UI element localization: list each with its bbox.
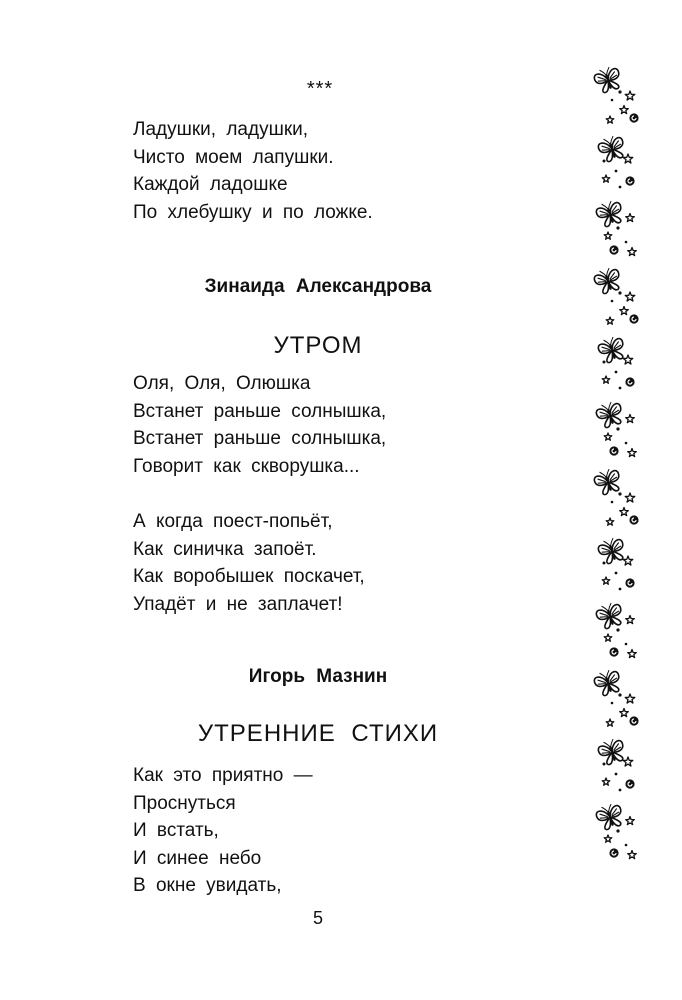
poem-line: И синее небо — [133, 847, 262, 869]
dot-icon — [618, 90, 621, 93]
spiral-icon — [625, 377, 634, 386]
poem-line: Как синичка запоёт. — [133, 538, 317, 560]
star-icon — [602, 175, 610, 182]
butterfly-icon — [594, 199, 625, 229]
section-asterisks: *** — [306, 78, 334, 100]
spiral-icon — [629, 113, 638, 122]
dot-icon — [611, 702, 614, 705]
dot-icon — [615, 170, 618, 173]
poem-line: А когда поест-попьёт, — [133, 511, 333, 532]
butterfly-icon — [594, 400, 625, 430]
star-icon — [623, 355, 633, 364]
star-icon — [625, 493, 635, 502]
spiral-icon — [625, 578, 634, 587]
poem-utrom-stanza-1 — [133, 370, 386, 480]
butterfly-icon — [596, 737, 627, 767]
butterfly-icon — [594, 601, 625, 631]
star-icon — [628, 851, 637, 859]
poem-line: Как воробышек поскачет, — [133, 566, 365, 587]
star-icon — [604, 433, 612, 440]
poem-utrennie-stikhi-stanza — [133, 762, 313, 900]
dot-icon — [618, 492, 621, 495]
butterfly-icon — [592, 266, 623, 296]
star-icon — [623, 757, 633, 766]
dot-icon — [619, 588, 622, 591]
spiral-icon — [609, 647, 618, 656]
spiral-icon — [629, 314, 638, 323]
star-icon — [623, 556, 633, 565]
star-icon — [628, 449, 637, 457]
poem-line: Говорит как скворушка... — [133, 455, 360, 477]
poem-title: УТРЕННИЕ СТИХИ — [197, 720, 439, 747]
decorative-ornament-border — [590, 62, 642, 902]
star-icon — [626, 214, 635, 222]
poem-line: По хлебушку и по ложке. — [133, 201, 373, 223]
butterfly-icon — [592, 668, 623, 698]
dot-icon — [625, 844, 628, 847]
dot-icon — [603, 361, 606, 364]
dot-icon — [618, 693, 621, 696]
star-icon — [604, 634, 612, 641]
star-icon — [628, 650, 637, 658]
star-icon — [606, 317, 614, 324]
spiral-icon — [625, 779, 634, 788]
poem-line: Каждой ладошке — [133, 174, 288, 195]
star-icon — [602, 577, 610, 584]
spiral-icon — [629, 716, 638, 725]
butterfly-icon — [592, 65, 623, 95]
dot-icon — [619, 387, 622, 390]
poem-line: И встать, — [133, 820, 219, 841]
star-icon — [606, 116, 614, 123]
poem-line: Чисто моем лапушки. — [133, 146, 334, 168]
spiral-icon — [609, 848, 618, 857]
star-icon — [626, 817, 635, 825]
dot-icon — [615, 371, 618, 374]
butterfly-icon — [594, 802, 625, 832]
dot-icon — [611, 300, 614, 303]
star-icon — [628, 248, 637, 256]
dot-icon — [603, 160, 606, 163]
star-icon — [626, 415, 635, 423]
dot-icon — [603, 763, 606, 766]
poem-utrom-stanza-2 — [133, 508, 365, 618]
dot-icon — [611, 501, 614, 504]
poem-line: Упадёт и не заплачет! — [133, 593, 343, 615]
star-icon — [620, 106, 629, 114]
author-name: Зинаида Александрова — [204, 276, 432, 297]
poem-title: УТРОМ — [273, 332, 363, 359]
dot-icon — [618, 291, 621, 294]
star-icon — [606, 719, 614, 726]
poem-ladushki-stanza — [133, 116, 373, 226]
star-icon — [620, 709, 629, 717]
dot-icon — [616, 628, 619, 631]
dot-icon — [625, 241, 628, 244]
dot-icon — [615, 773, 618, 776]
star-icon — [626, 616, 635, 624]
dot-icon — [616, 226, 619, 229]
butterfly-icon — [592, 467, 623, 497]
star-icon — [623, 154, 633, 163]
spiral-icon — [625, 176, 634, 185]
butterfly-icon — [596, 536, 627, 566]
star-icon — [606, 518, 614, 525]
star-icon — [620, 508, 629, 516]
butterfly-icon — [596, 335, 627, 365]
star-icon — [602, 376, 610, 383]
star-icon — [604, 232, 612, 239]
poem-line: Ладушки, ладушки, — [133, 119, 309, 140]
dot-icon — [615, 572, 618, 575]
poem-line: В окне увидать, — [133, 875, 282, 896]
poem-line: Как это приятно — — [133, 765, 313, 786]
author-name: Игорь Мазнин — [248, 666, 388, 687]
poem-line: Оля, Оля, Олюшка — [133, 373, 311, 394]
dot-icon — [603, 562, 606, 565]
dot-icon — [616, 829, 619, 832]
dot-icon — [619, 789, 622, 792]
spiral-icon — [629, 515, 638, 524]
dot-icon — [625, 643, 628, 646]
star-icon — [625, 91, 635, 100]
star-icon — [625, 694, 635, 703]
dot-icon — [611, 99, 614, 102]
poem-line: Проснуться — [133, 792, 236, 814]
spiral-icon — [609, 245, 618, 254]
butterfly-icon — [596, 134, 627, 164]
poem-line: Встанет раньше солнышка, — [133, 428, 387, 449]
star-icon — [620, 307, 629, 315]
star-icon — [625, 292, 635, 301]
poem-line: Встанет раньше солнышка, — [133, 400, 387, 422]
spiral-icon — [609, 446, 618, 455]
dot-icon — [619, 186, 622, 189]
star-icon — [604, 835, 612, 842]
page-number: 5 — [312, 908, 323, 928]
dot-icon — [616, 427, 619, 430]
dot-icon — [625, 442, 628, 445]
star-icon — [602, 778, 610, 785]
